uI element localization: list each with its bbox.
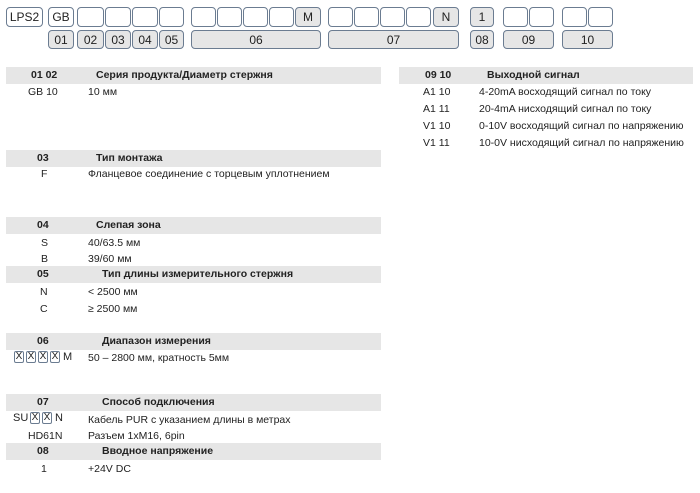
code-slot-06b[interactable] (217, 7, 242, 27)
range-digit-box: X (27, 351, 35, 362)
option-code: N (40, 286, 48, 298)
section-num: 04 (37, 219, 49, 231)
option-desc: ≥ 2500 мм (88, 303, 138, 315)
code-slot-06d[interactable] (269, 7, 294, 27)
section-header-0102 (6, 67, 381, 84)
section-title: Диапазон измерения (102, 335, 211, 347)
section-header-06 (6, 333, 381, 350)
section-title: Тип длины измерительного стержня (102, 268, 294, 280)
pos-label-10: 10 (562, 30, 613, 49)
section-title: Слепая зона (96, 219, 161, 231)
cable-code-prefix: SU (13, 412, 29, 424)
option-desc: Разъем 1xM16, 6pin (88, 430, 185, 442)
option-code: GB 10 (28, 86, 58, 98)
cable-length-box: X (43, 412, 51, 423)
section-num: 08 (37, 445, 49, 457)
option-code: HD61N (28, 430, 63, 442)
section-num: 09 10 (425, 69, 452, 81)
pos-label-08: 08 (470, 30, 494, 49)
range-digit-box: X (51, 351, 59, 362)
pos-label-03: 03 (105, 30, 131, 49)
section-title: Тип монтажа (96, 152, 163, 164)
code-slot-09b[interactable] (529, 7, 554, 27)
prefix-box: LPS2 (6, 7, 43, 27)
pos-label-02: 02 (77, 30, 104, 49)
option-desc: < 2500 мм (88, 286, 138, 298)
option-code: B (41, 253, 49, 265)
section-header-07 (6, 394, 381, 411)
option-desc: 10 мм (88, 86, 118, 98)
option-code: C (40, 303, 48, 315)
section-header-05 (6, 266, 381, 283)
section-header-04 (6, 217, 381, 234)
section-num: 07 (37, 396, 49, 408)
section-num: 03 (37, 152, 49, 164)
section-header-03 (6, 150, 381, 167)
option-code: 1 (41, 463, 47, 475)
option-desc: 0-10V восходящий сигнал по напряжению (479, 120, 684, 132)
pos-label-07: 07 (328, 30, 459, 49)
gb-box: GB (48, 7, 74, 27)
range-unit-letter: M (63, 351, 73, 363)
section-num: 01 02 (31, 69, 58, 81)
option-code: F (41, 168, 48, 180)
pos-label-04: 04 (132, 30, 158, 49)
option-code: V1 11 (423, 137, 450, 149)
code-slot-10a[interactable] (562, 7, 587, 27)
pos-label-01: 01 (48, 30, 74, 49)
section-title: Серия продукта/Диаметр стержня (96, 69, 273, 81)
section-header-0910 (399, 67, 693, 84)
option-desc: 50 – 2800 мм, кратность 5мм (88, 352, 230, 364)
m-box: M (295, 7, 321, 27)
code-slot-04[interactable] (105, 7, 131, 27)
option-code: S (41, 237, 49, 249)
pos-label-06: 06 (191, 30, 321, 49)
section-num: 05 (37, 268, 49, 280)
code-slot-03[interactable] (77, 7, 104, 27)
cable-length-box: X (31, 412, 39, 423)
one-box: 1 (470, 7, 494, 27)
option-desc: 39/60 мм (88, 253, 132, 265)
code-slot-06c[interactable] (243, 7, 268, 27)
pos-label-09: 09 (503, 30, 554, 49)
code-slot-07c[interactable] (380, 7, 405, 27)
option-code: A1 10 (423, 86, 451, 98)
code-slot-09a[interactable] (503, 7, 528, 27)
option-desc: 10-0V нисходящий сигнал по напряжению (479, 137, 684, 149)
code-slot-05a[interactable] (132, 7, 158, 27)
cable-code-suffix: N (55, 412, 63, 424)
option-code: V1 10 (423, 120, 451, 132)
option-desc: 40/63.5 мм (88, 237, 141, 249)
section-title: Способ подключения (102, 396, 215, 408)
section-num: 06 (37, 335, 49, 347)
section-title: Вводное напряжение (102, 445, 214, 457)
code-slot-07b[interactable] (354, 7, 379, 27)
option-desc: Фланцевое соединение с торцевым уплотнением (88, 168, 330, 180)
section-title: Выходной сигнал (487, 69, 580, 81)
option-desc: Кабель PUR с указанием длины в метрах (88, 414, 291, 426)
option-desc: +24V DC (88, 463, 131, 475)
range-digit-box: X (15, 351, 23, 362)
option-code: A1 11 (423, 103, 450, 115)
code-slot-06a[interactable] (191, 7, 216, 27)
n-box: N (433, 7, 459, 27)
code-slot-07d[interactable] (406, 7, 431, 27)
range-digit-box: X (39, 351, 47, 362)
option-desc: 20-4mA нисходящий сигнал по току (479, 103, 652, 115)
pos-label-05: 05 (159, 30, 184, 49)
option-desc: 4-20mA восходящий сигнал по току (479, 86, 652, 98)
code-slot-10b[interactable] (588, 7, 613, 27)
code-slot-05b[interactable] (159, 7, 184, 27)
section-header-08 (6, 443, 381, 460)
code-slot-07a[interactable] (328, 7, 353, 27)
